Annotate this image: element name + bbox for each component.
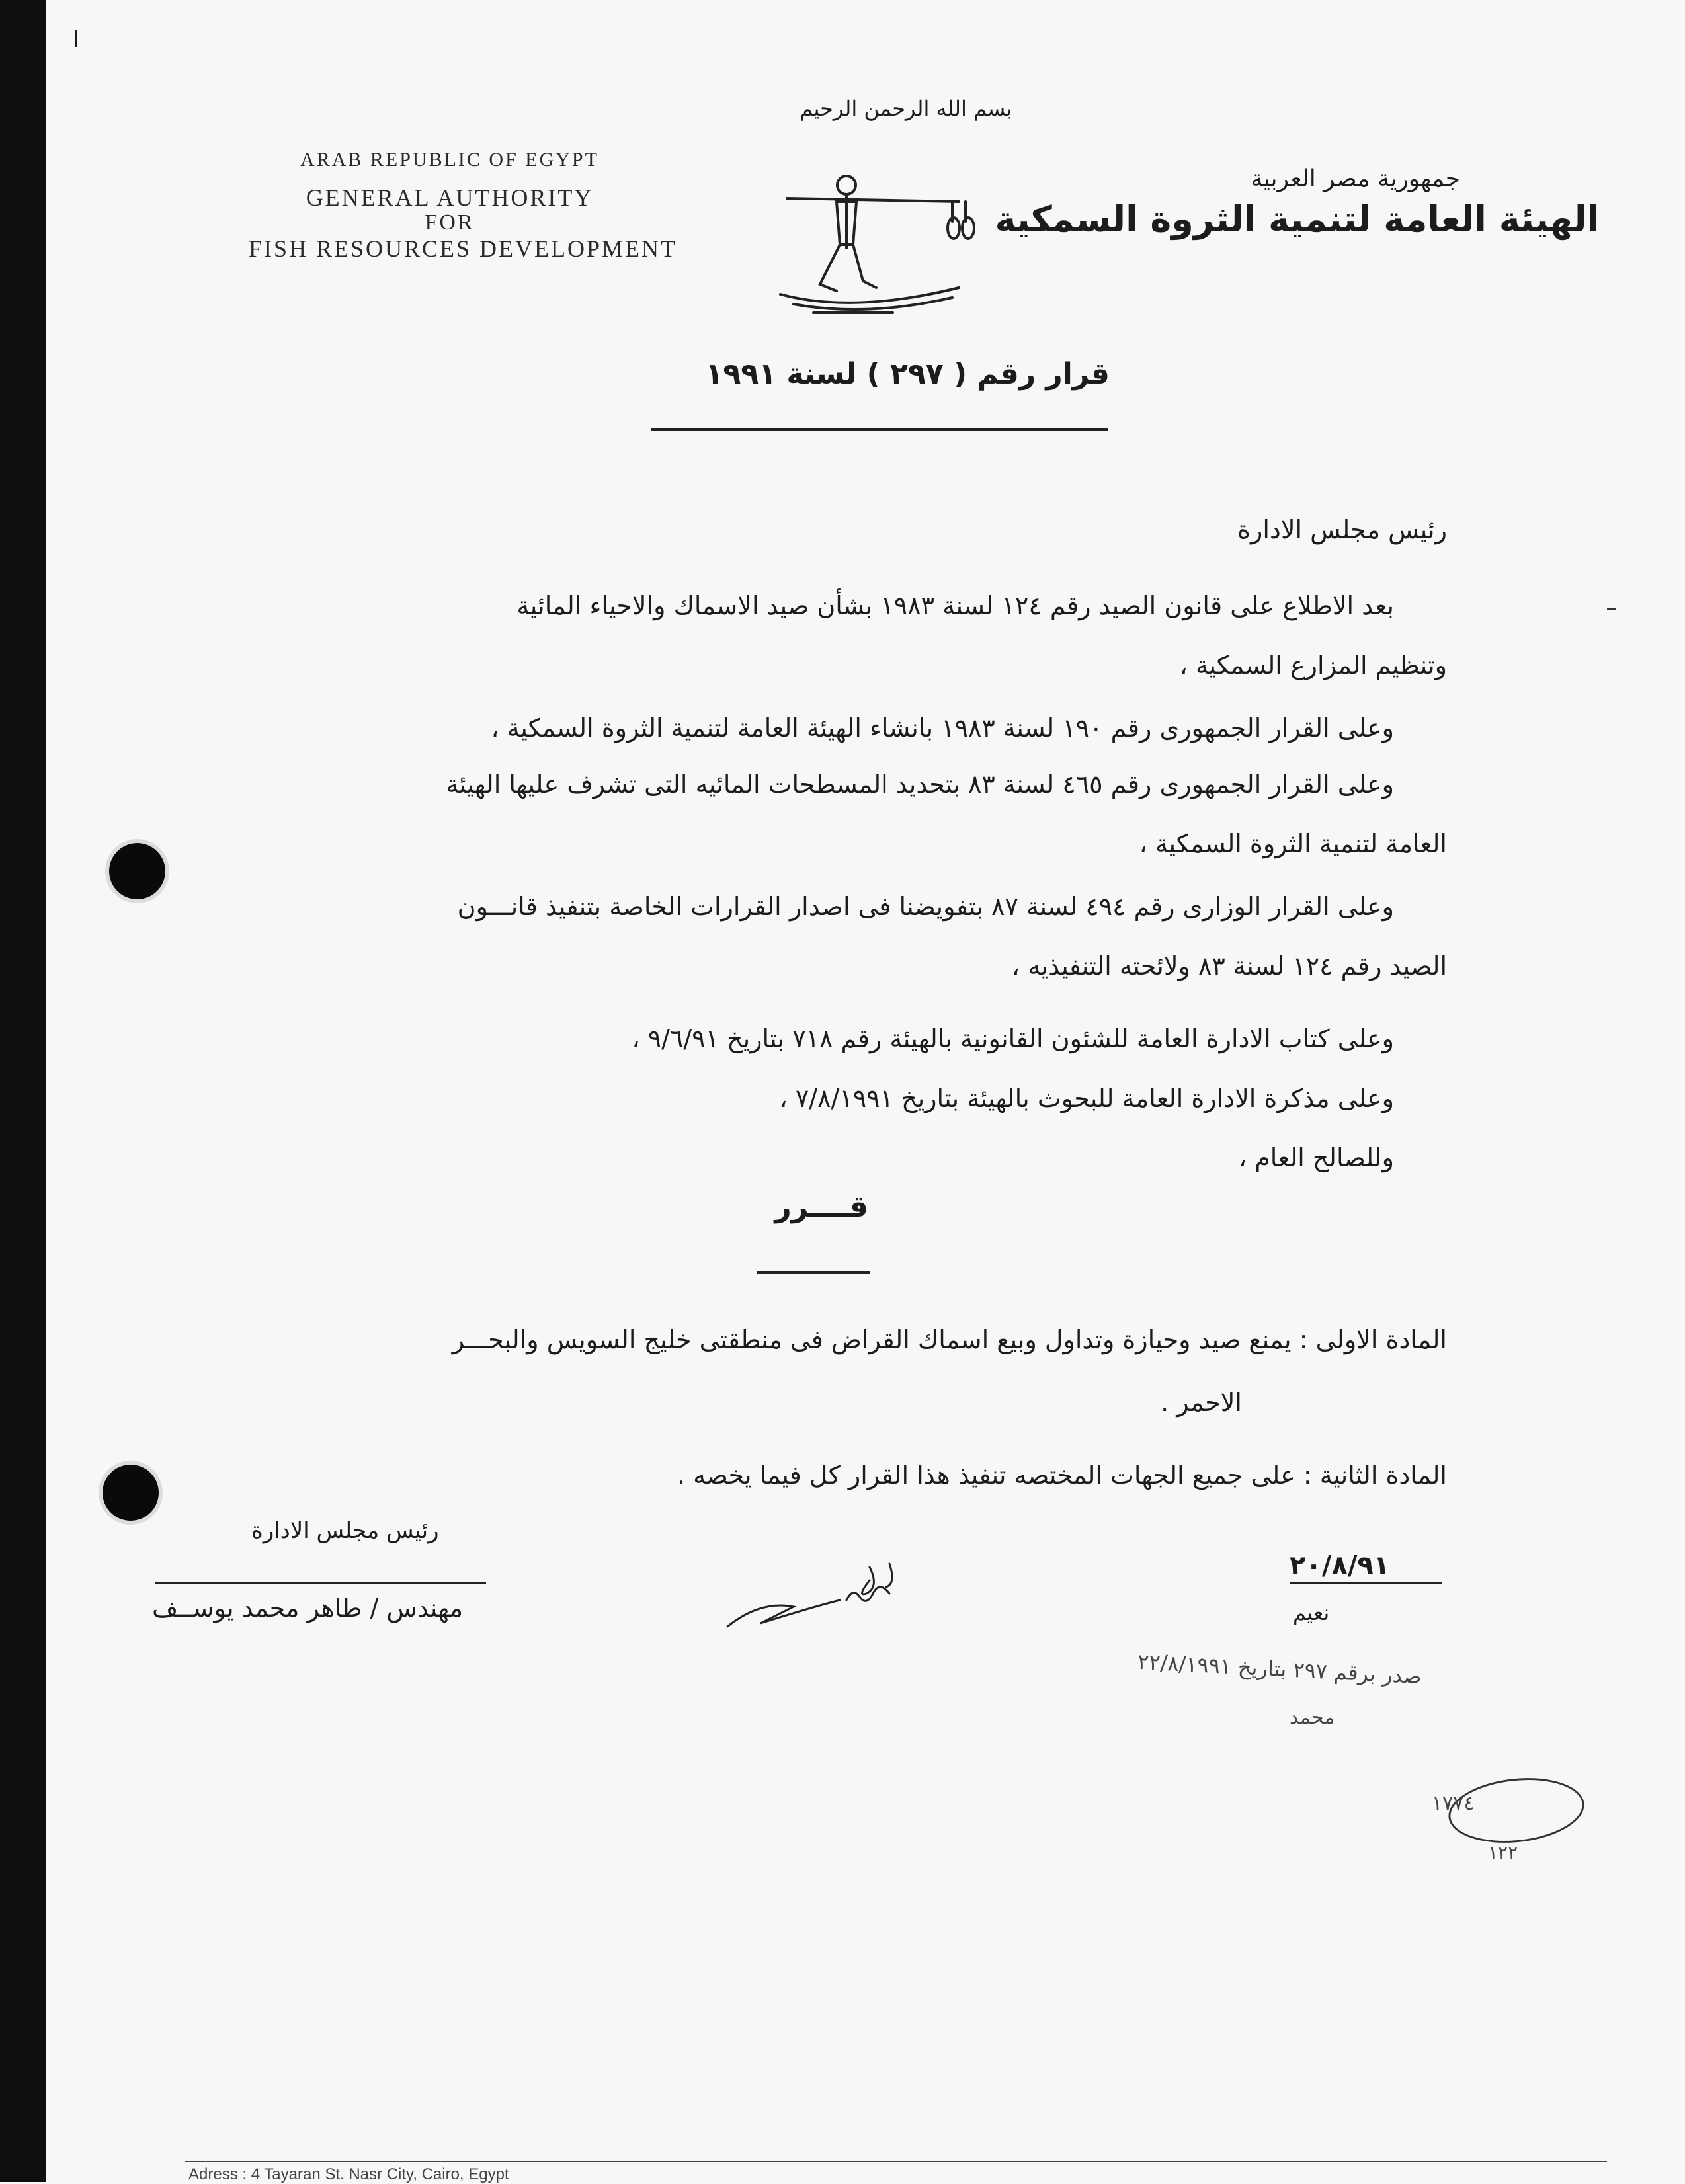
english-country-name: ARAB REPUBLIC OF EGYPT <box>300 149 599 171</box>
initial-signature: نعيم <box>1293 1600 1330 1625</box>
handwritten-signature-icon <box>721 1560 919 1640</box>
arabic-country-name: جمهورية مصر العربية <box>1251 165 1460 192</box>
handwritten-note: محمد <box>1290 1706 1335 1729</box>
preamble-line: وتنظيم المزارع السمكية ، <box>1179 651 1447 680</box>
article-1-continued: الاحمر . <box>1161 1388 1242 1417</box>
circled-number: ١٧٧٤ <box>1432 1792 1475 1815</box>
preamble-line: وللصالح العام ، <box>1238 1143 1394 1172</box>
handwritten-note: صدر برقم ٢٩٧ بتاريخ ٢٢/٨/١٩٩١ <box>1137 1648 1422 1689</box>
punch-hole <box>103 1465 159 1521</box>
preamble-line: وعلى القرار الجمهورى رقم ٤٦٥ لسنة ٨٣ بتحديد المسطحات المائيه التى تشرف عليها الهيئة <box>446 770 1394 799</box>
chairman-heading: رئيس مجلس الادارة <box>1237 515 1447 544</box>
signature-line <box>155 1582 486 1584</box>
preamble-line: الصيد رقم ١٢٤ لسنة ٨٣ ولائحته التنفيذيه ، <box>1011 951 1447 981</box>
article-1: المادة الاولى : يمنع صيد وحيازة وتداول وبيع اسماك القراض فى منطقتى خليج السويس والبحـــر <box>452 1325 1447 1354</box>
preamble-line: وعلى مذكرة الادارة العامة للبحوث بالهيئة بتاريخ ٧/٨/١٩٩١ ، <box>779 1084 1394 1113</box>
decided-heading: قــــرر <box>774 1190 868 1224</box>
english-authority-line-2: FOR <box>425 210 475 235</box>
handwritten-number: ١٢٢ <box>1488 1841 1518 1863</box>
signatory-title: رئيس مجلس الادارة <box>251 1517 439 1544</box>
english-authority-line-3: FISH RESOURCES DEVELOPMENT <box>248 235 678 262</box>
preamble-line: بعد الاطلاع على قانون الصيد رقم ١٢٤ لسنة ١٩٨٣ بشأن صيد الاسماك والاحياء المائية <box>516 591 1394 620</box>
title-underline <box>651 428 1108 431</box>
decree-title: قرار رقم ( ٢٩٧ ) لسنة ١٩٩١ <box>705 357 1110 391</box>
english-authority-line-1: GENERAL AUTHORITY <box>306 184 594 211</box>
date-underline <box>1290 1582 1442 1584</box>
footer-rule <box>185 2161 1607 2162</box>
margin-mark <box>1607 608 1616 610</box>
footer-address: Adress : 4 Tayaran St. Nasr City, Cairo, Egypt <box>188 2165 509 2183</box>
scan-left-edge <box>0 0 46 2182</box>
decided-underline <box>757 1271 870 1274</box>
basmala: بسم الله الرحمن الرحيم <box>800 96 1012 121</box>
signature-date: ٢٠/٨/٩١ <box>1290 1551 1390 1581</box>
arabic-authority-name: الهيئة العامة لتنمية الثروة السمكية <box>995 198 1599 240</box>
page-mark: ا <box>73 26 79 53</box>
preamble-line: وعلى كتاب الادارة العامة للشئون القانونية بالهيئة رقم ٧١٨ بتاريخ ٩/٦/٩١ ، <box>632 1024 1394 1053</box>
preamble-line: وعلى القرار الوزارى رقم ٤٩٤ لسنة ٨٧ بتفويضنا فى اصدار القرارات الخاصة بتنفيذ قانـــون <box>457 892 1394 921</box>
article-2: المادة الثانية : على جميع الجهات المختصه تنفيذ هذا القرار كل فيما يخصه . <box>677 1461 1447 1490</box>
punch-hole <box>109 843 165 899</box>
signatory-name: مهندس / طاهر محمد يوســف <box>152 1594 464 1623</box>
preamble-line: العامة لتنمية الثروة السمكية ، <box>1139 829 1447 858</box>
preamble-line: وعلى القرار الجمهورى رقم ١٩٠ لسنة ١٩٨٣ بانشاء الهيئة العامة لتنمية الثروة السمكية ، <box>491 713 1394 743</box>
fisherman-logo-icon <box>774 162 1012 334</box>
